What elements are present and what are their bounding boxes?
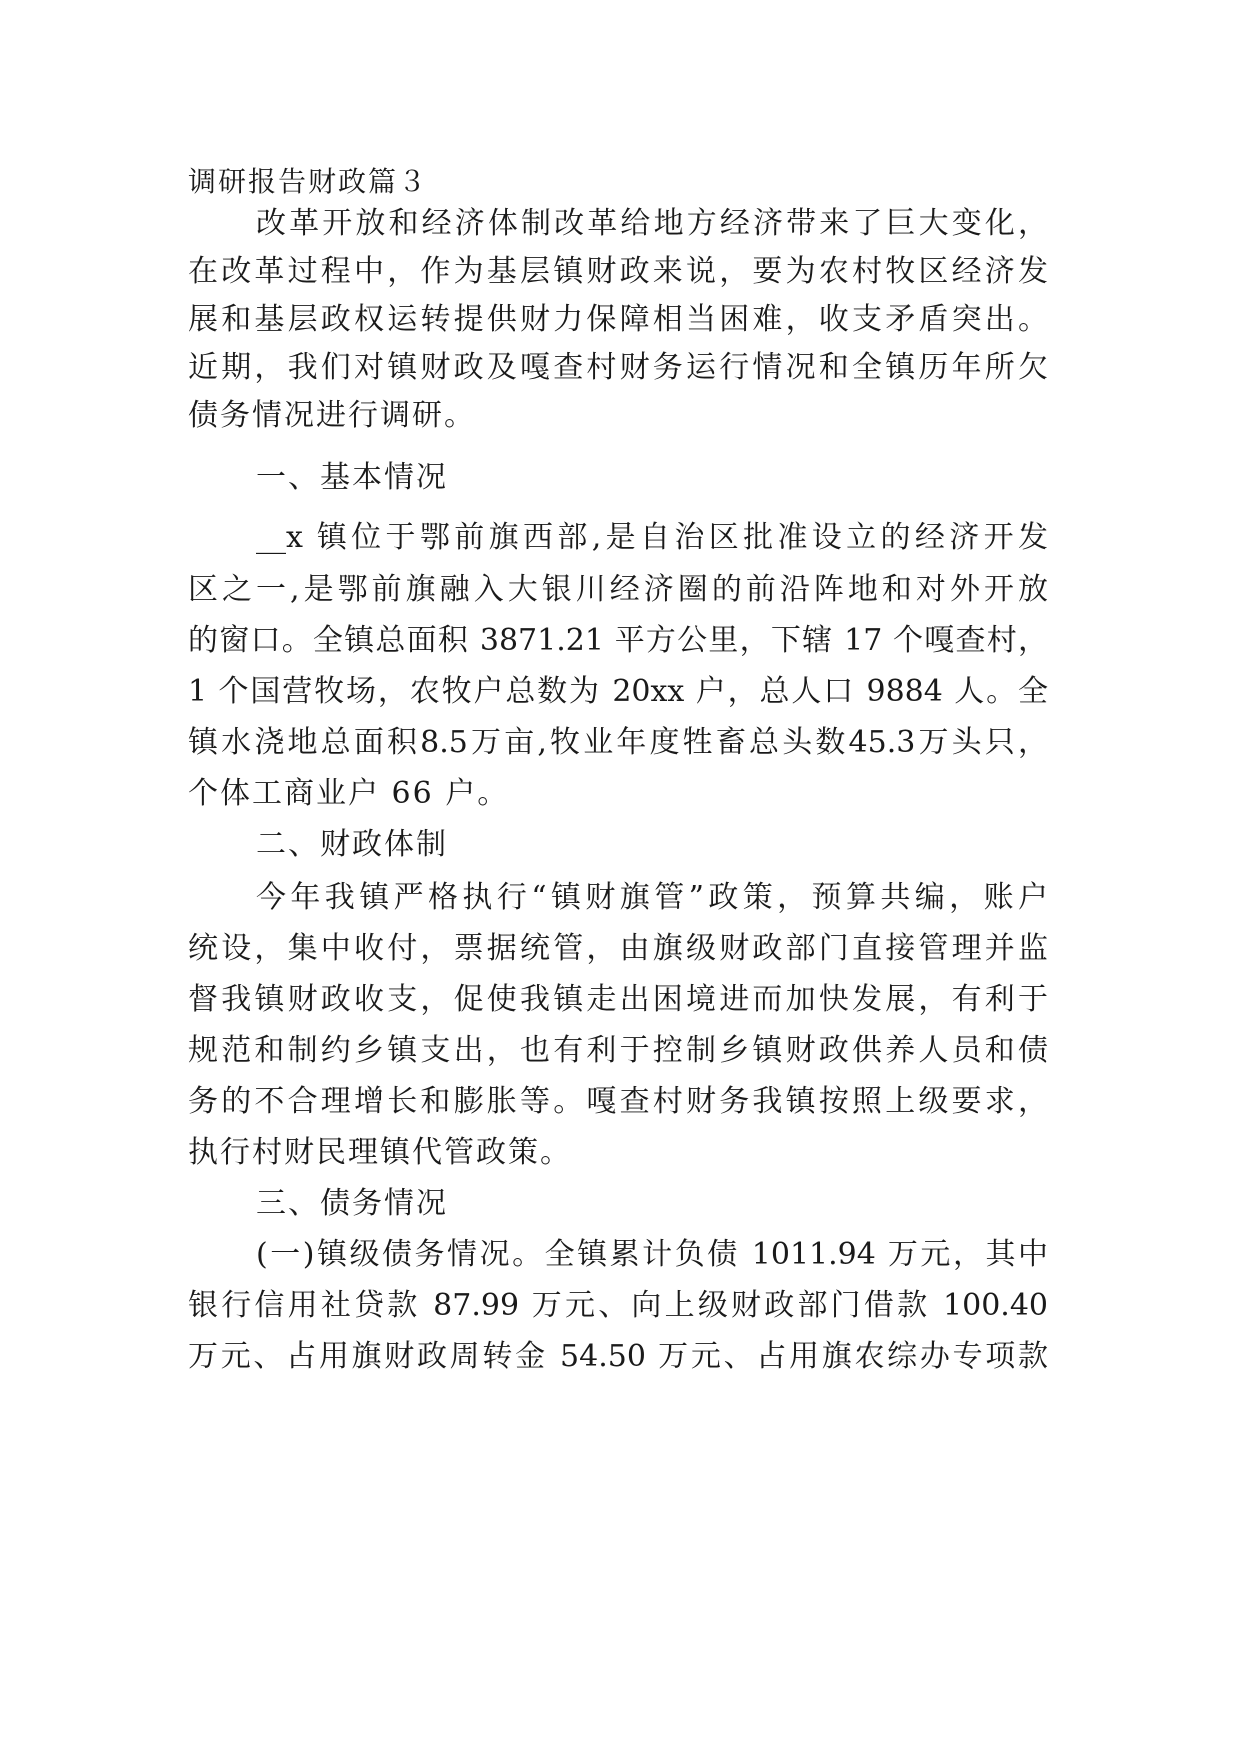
paragraph-line: 督我镇财政收支，促使我镇走出困境进而加快发展，有利于 <box>188 982 1048 1017</box>
section-heading: 三、债务情况 <box>256 1186 448 1221</box>
paragraph-line: 债务情况进行调研。 <box>188 398 476 433</box>
paragraph-line: 万元、占用旗财政周转金 54.50 万元、占用旗农综办专项款 <box>188 1339 1048 1374</box>
paragraph-line: 1 个国营牧场，农牧户总数为 20xx 户，总人口 9884 人。全 <box>188 674 1048 709</box>
document-title: 调研报告财政篇３ <box>188 165 429 198</box>
section-heading: 二、财政体制 <box>256 827 448 862</box>
paragraph-line: 今年我镇严格执行“镇财旗管”政策，预算共编，账户 <box>256 880 1048 915</box>
section-heading: 一、基本情况 <box>256 460 448 495</box>
paragraph-line: 务的不合理增长和膨胀等。嘎查村财务我镇按照上级要求， <box>188 1084 1048 1119</box>
paragraph-line: 规范和制约乡镇支出，也有利于控制乡镇财政供养人员和债 <box>188 1033 1048 1068</box>
paragraph-line: 银行信用社贷款 87.99 万元、向上级财政部门借款 100.40 <box>188 1288 1048 1323</box>
paragraph-line: 展和基层政权运转提供财力保障相当困难，收支矛盾突出。 <box>188 302 1048 337</box>
paragraph-line: 近期，我们对镇财政及嘎查村财务运行情况和全镇历年所欠 <box>188 350 1048 385</box>
paragraph-line: 的窗口。全镇总面积 3871.21 平方公里，下辖 17 个嘎查村， <box>188 623 1048 658</box>
paragraph-line: __x 镇位于鄂前旗西部,是自治区批准设立的经济开发 <box>256 520 1048 555</box>
paragraph-line: 在改革过程中，作为基层镇财政来说，要为农村牧区经济发 <box>188 254 1048 289</box>
paragraph-line: 执行村财民理镇代管政策。 <box>188 1135 572 1170</box>
paragraph-line: 改革开放和经济体制改革给地方经济带来了巨大变化， <box>256 206 1048 241</box>
paragraph-line: 镇水浇地总面积8.5万亩,牧业年度牲畜总头数45.3万头只， <box>188 725 1048 760</box>
paragraph-line: (一)镇级债务情况。全镇累计负债 1011.94 万元，其中 <box>256 1237 1048 1272</box>
paragraph-line: 个体工商业户 66 户。 <box>188 776 510 811</box>
paragraph-line: 统设，集中收付，票据统管，由旗级财政部门直接管理并监 <box>188 931 1048 966</box>
paragraph-line: 区之一,是鄂前旗融入大银川经济圈的前沿阵地和对外开放 <box>188 572 1048 607</box>
